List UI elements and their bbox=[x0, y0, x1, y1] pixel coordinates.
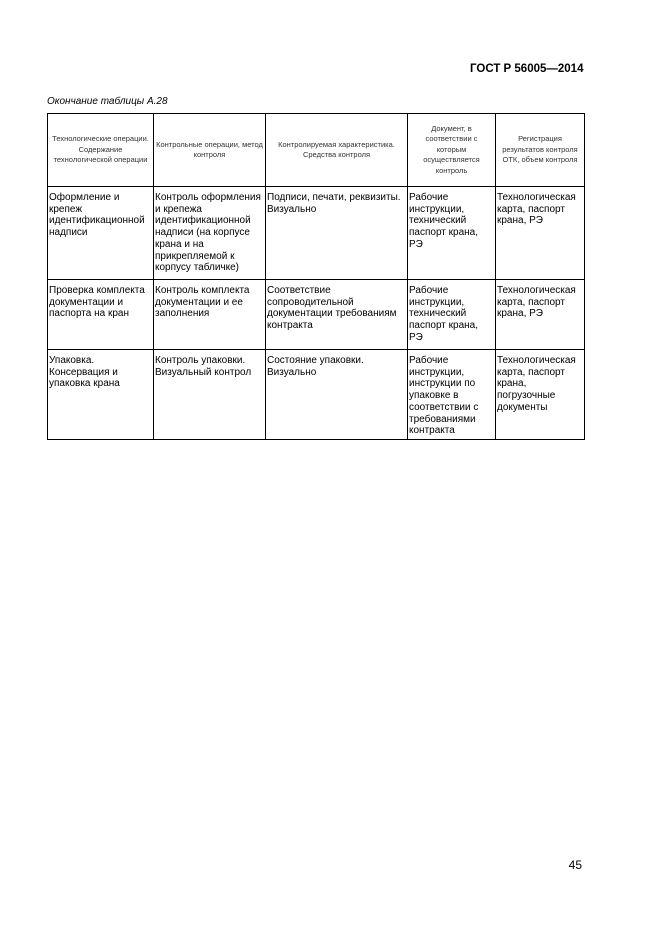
table-row bbox=[48, 280, 585, 350]
column-header-control-method: Контрольные операции, метод контроля bbox=[154, 114, 266, 187]
table-cell: Соответствие сопроводительной документации требованиям контракта bbox=[266, 280, 408, 350]
page-number: 45 bbox=[568, 858, 582, 872]
table-cell: Технологическая карта, паспорт крана, РЭ bbox=[496, 187, 585, 280]
column-header-registration: Регистрация результатов контроля ОТК, объем контроля bbox=[496, 114, 585, 187]
table-cell: Контроль упаковки. Визуальный контрол bbox=[154, 350, 266, 440]
document-code: ГОСТ Р 56005—2014 bbox=[470, 63, 584, 75]
table-caption: Окончание таблицы А.28 bbox=[47, 96, 168, 107]
table-cell: Рабочие инструкции, технический паспорт крана, РЭ bbox=[408, 187, 496, 280]
column-header-operation: Технологические операции. Содержание технологической операции bbox=[48, 114, 154, 187]
table-cell: Рабочие инструкции, инструкции по упаковке в соответствии с требованиями контракта bbox=[408, 350, 496, 440]
table-cell: Упаковка. Консервация и упаковка крана bbox=[48, 350, 154, 440]
table-cell: Проверка комплекта документации и паспорта на кран bbox=[48, 280, 154, 350]
control-operations-table bbox=[47, 113, 585, 440]
table-cell: Контроль комплекта документации и ее заполнения bbox=[154, 280, 266, 350]
table-cell: Подписи, печати, реквизиты. Визуально bbox=[266, 187, 408, 280]
table-row bbox=[48, 187, 585, 280]
table-row bbox=[48, 350, 585, 440]
table-header-row bbox=[48, 114, 585, 187]
table-cell: Технологическая карта, паспорт крана, РЭ bbox=[496, 280, 585, 350]
table-cell: Технологическая карта, паспорт крана, погрузочные документы bbox=[496, 350, 585, 440]
column-header-document: Документ, в соответствии с которым осуществляется контроль bbox=[408, 114, 496, 187]
table-cell: Рабочие инструкции, технический паспорт крана, РЭ bbox=[408, 280, 496, 350]
column-header-characteristic: Контролируемая характеристика. Средства контроля bbox=[266, 114, 408, 187]
table-cell: Контроль оформления и крепежа идентификационной надписи (на корпусе крана и на прикрепляемой к корпусу табличке) bbox=[154, 187, 266, 280]
table-cell: Состояние упаковки. Визуально bbox=[266, 350, 408, 440]
table-cell: Оформление и крепеж идентификационной надписи bbox=[48, 187, 154, 280]
